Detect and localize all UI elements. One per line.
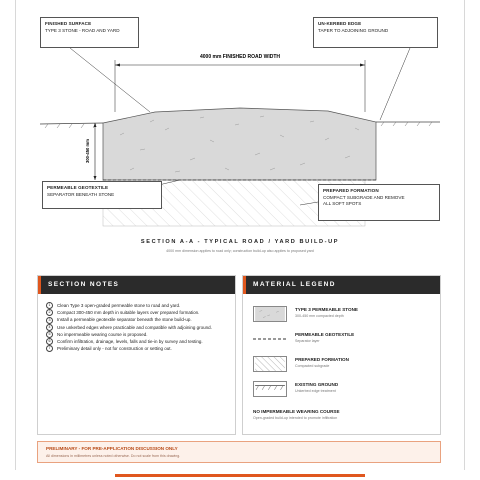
footer-accent-bar	[115, 474, 365, 477]
preliminary-banner	[37, 441, 441, 463]
material-legend-header: MATERIAL LEGEND	[243, 276, 440, 294]
note-number: 5	[46, 331, 53, 338]
depth-dimension-label: 300-450 mm	[85, 139, 90, 163]
note-item	[46, 302, 235, 309]
note-number: 4	[46, 324, 53, 331]
callout-finished-surface	[40, 17, 139, 48]
geotextile-swatch-icon	[253, 331, 287, 347]
legend-item-geotextile	[253, 331, 433, 351]
note-item	[46, 324, 235, 331]
legend-title: PERMEABLE GEOTEXTILE	[295, 332, 355, 337]
legend-title: PREPARED FORMATION	[295, 357, 349, 362]
banner-title: PRELIMINARY - FOR PRE-APPLICATION DISCUSSION ONLY	[46, 446, 178, 451]
section-title: SECTION A-A - TYPICAL ROAD / YARD BUILD-UP	[140, 239, 340, 245]
note-item	[46, 316, 235, 323]
stone-layer	[103, 108, 376, 180]
note-number: 2	[46, 309, 53, 316]
callout-prepared-formation	[318, 184, 440, 221]
note-item	[46, 331, 235, 338]
note-number: 6	[46, 338, 53, 345]
section-notes-panel	[37, 275, 236, 435]
legend-title: TYPE 3 PERMEABLE STONE	[295, 307, 358, 312]
section-notes-header: SECTION NOTES	[38, 276, 235, 294]
callout-title: PREPARED FORMATION	[323, 188, 379, 193]
legend-note-sub: Open-graded build-up intended to promote infiltration	[253, 416, 338, 420]
callout-title: PERMEABLE GEOTEXTILE	[47, 185, 109, 190]
note-text: Compact 300-450 mm depth in suitable layers over prepared formation.	[57, 310, 200, 316]
legend-sub: Separator layer	[295, 339, 320, 343]
callout-text: SEPARATOR BENEATH STONE	[47, 192, 115, 197]
callout-title: FINISHED SURFACE	[45, 21, 92, 26]
note-item	[46, 345, 235, 352]
width-dimension-label: 4000 mm FINISHED ROAD WIDTH	[199, 54, 281, 60]
callout-title: UN-KERBED EDGE	[318, 21, 362, 26]
note-text: Use unkerbed edges where practicable and compatible with adjoining ground.	[57, 324, 212, 330]
legend-item-stone	[253, 306, 433, 326]
note-text: Clean Type 3 open-graded permeable stone to road and yard.	[57, 303, 181, 308]
formation-swatch-icon	[253, 356, 287, 372]
note-number: 1	[46, 302, 53, 309]
note-text: No impermeable wearing course is proposed.	[57, 331, 148, 337]
note-number: 3	[46, 317, 53, 324]
note-text: Install a permeable geotextile separator beneath the stone build-up.	[57, 317, 192, 323]
callout-unkerbed-edge	[313, 17, 438, 48]
callout-text: TYPE 3 STONE - ROAD AND YARD	[45, 28, 120, 33]
note-item	[46, 309, 235, 316]
banner-sub: All dimensions in millimetres unless noted otherwise. Do not scale from this drawing.	[46, 454, 181, 458]
note-text: Confirm infiltration, drainage, levels, falls and tie-in by survey and testing.	[57, 339, 203, 345]
legend-item-formation	[253, 356, 433, 376]
legend-sub: Unkerbed edge treatment	[295, 389, 336, 393]
note-text: Preliminary detail only - not for construction or setting out.	[57, 346, 172, 352]
existing-ground-left	[40, 123, 103, 124]
notes-list	[46, 302, 235, 352]
stone-swatch-icon	[253, 306, 287, 322]
material-legend-panel	[242, 275, 441, 435]
ground-swatch-icon	[253, 381, 287, 397]
note-number: 7	[46, 345, 53, 352]
callout-text: ALL SOFT SPOTS	[323, 201, 362, 207]
callout-text: TAPER TO ADJOINING GROUND	[318, 28, 389, 33]
callout-text: COMPACT SUBGRADE AND REMOVE	[323, 195, 405, 200]
callout-geotextile	[42, 181, 162, 209]
legend-item-existing-ground	[253, 381, 433, 401]
legend-title: EXISTING GROUND	[295, 382, 339, 387]
section-subtitle: 4000 mm dimension applies to road only; construction build-up also applies to proposed yard	[166, 249, 314, 253]
legend-sub: 300-450 mm compacted depth	[295, 314, 344, 318]
legend-sub: Compacted subgrade	[295, 364, 330, 368]
legend-note-title: NO IMPERMEABLE WEARING COURSE	[253, 409, 340, 414]
note-item	[46, 338, 235, 345]
